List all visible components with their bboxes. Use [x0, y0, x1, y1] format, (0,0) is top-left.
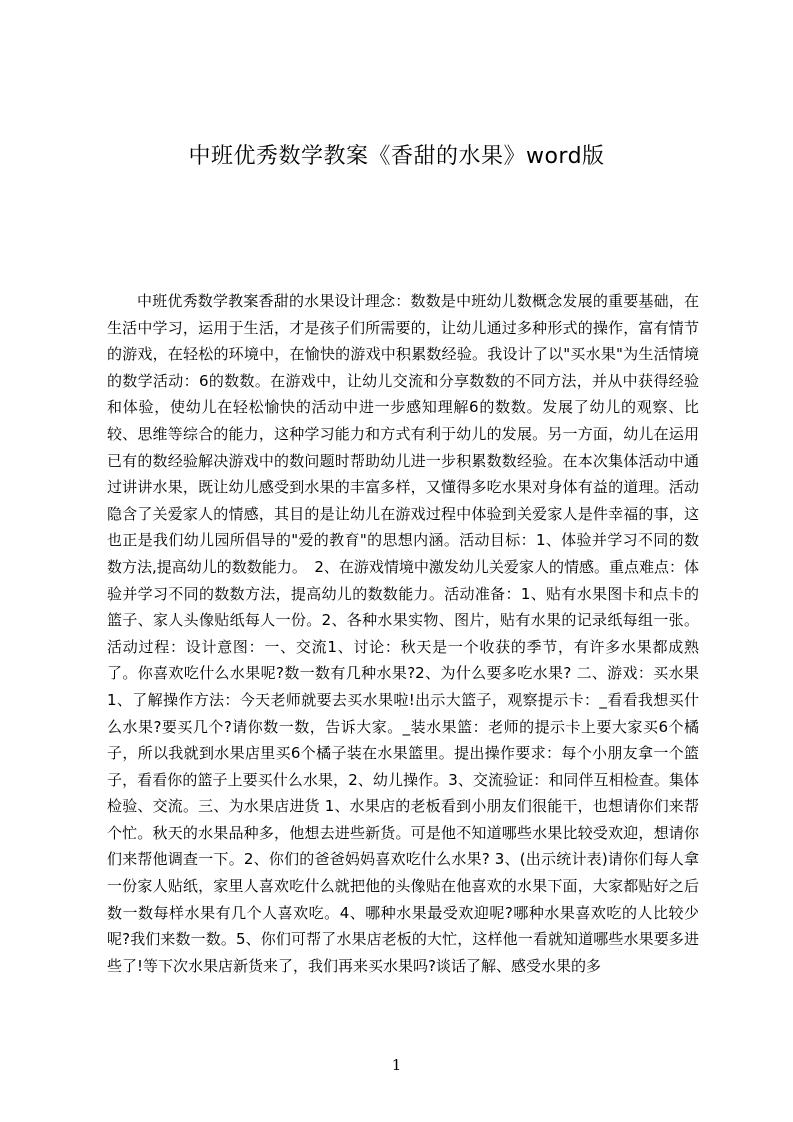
document-title: 中班优秀数学教案《香甜的水果》word版 [188, 144, 605, 169]
document-body-paragraph: 中班优秀数学教案香甜的水果设计理念：数数是中班幼儿数概念发展的重要基础，在生活中学习，运用于生活，才是孩子们所需要的，让幼儿通过多种形式的操作，富有情节的游戏，在轻松的环境中，在愉快的游戏中积累数经验。我设计了以"买水果"为生活情境的数学活动：6的数数。在游戏中，让幼儿交流和分享数数的不同方法，并从中获得经验和体验，使幼儿在轻松愉快的活动中进一步感知理解6的数数。发展了幼儿的观察、比较、思维等综合的能力，这种学习能力和方式有利于幼儿的发展。另一方面，幼儿在运用已有的数经验解决游戏中的数问题时帮助幼儿进一步积累数数经验。在本次集体活动中通过讲讲水果，既让幼儿感受到水果的丰富多样，又懂得多吃水果对身体有益的道理。活动隐含了关爱家人的情感，其目的是让幼儿在游戏过程中体验到关爱家人是件幸福的事，这也正是我们幼儿园所倡导的"爱的教育"的思想内涵。活动目标：1、体验并学习不同的数数方法,提高幼儿的数数能力。 2、在游戏情境中激发幼儿关爱家人的情感。重点难点：体验并学习不同的数数方法，提高幼儿的数数能力。活动准备：1、贴有水果图卡和点卡的篮子、家人头像贴纸每人一份。2、各种水果实物、图片，贴有水果的记录纸每组一张。活动过程：设计意图：一、交流1、讨论：秋天是一个收获的季节，有许多水果都成熟了。你喜欢吃什么水果呢?数一数有几种水果?2、为什么要多吃水果? 二、游戏：买水果 1、了解操作方法：今天老师就要去买水果啦!出示大篮子，观察提示卡：_看看我想买什么水果?要买几个?请你数一数，告诉大家。_装水果篮：老师的提示卡上要大家买6个橘子，所以我就到水果店里买6个橘子装在水果篮里。提出操作要求：每个小朋友拿一个篮子，看看你的篮子上要买什么水果，2、幼儿操作。3、交流验证：和同伴互相检查。集体检验、交流。三、为水果店进货 1、水果店的老板看到小朋友们很能干，也想请你们来帮个忙。秋天的水果品种多，他想去进些新货。可是他不知道哪些水果比较受欢迎，想请你们来帮他调查一下。2、你们的爸爸妈妈喜欢吃什么水果? 3、(出示统计表)请你们每人拿一份家人贴纸，家里人喜欢吃什么就把他的头像贴在他喜欢的水果下面，大家都贴好之后数一数每样水果有几个人喜欢吃。4、哪种水果最受欢迎呢?哪种水果喜欢吃的人比较少呢?我们来数一数。5、你们可帮了水果店老板的大忙，这样他一看就知道哪些水果要多进些了!等下次水果店新货来了，我们再来买水果吗?谈话了解、感受水果的多 [107, 292, 699, 975]
page-number: 1 [391, 1056, 402, 1074]
